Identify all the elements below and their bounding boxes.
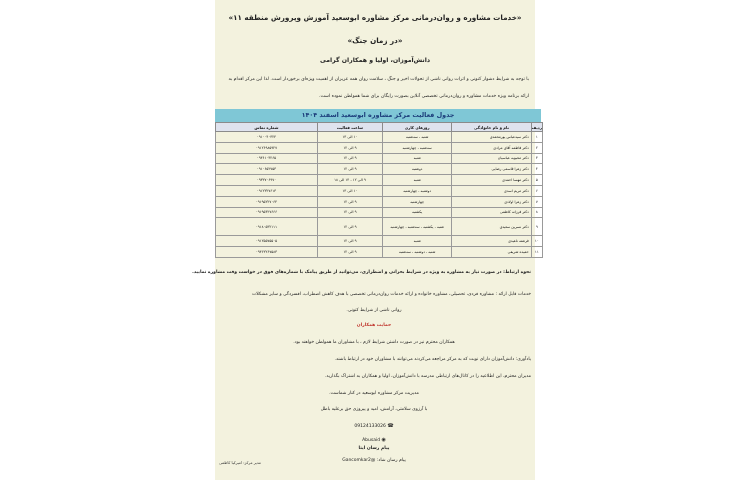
- row-phone: ۰۹۱۹۵۲۲۷۰۶۴: [216, 196, 318, 207]
- support-note-1: همکاران محترم نیز در صورت داشتن شرایط لازم ، با مشاوران ما همولطن خواهند بود.: [293, 340, 455, 345]
- row-days: شنبه ، یکشنبه ، سه‌شنبه ، چهارشنبه: [383, 218, 452, 236]
- row-name: دکتر مریم اسدی: [452, 185, 531, 196]
- schedule-table: [215, 122, 543, 258]
- row-num: ۱۱: [531, 247, 542, 258]
- row-days: یکشنبه: [383, 207, 452, 218]
- row-name: دکتر زهرا اولادی: [452, 196, 531, 207]
- table-row: [216, 142, 543, 153]
- table-row: [216, 185, 543, 196]
- row-hours: ۹ الی ۱۲: [317, 247, 382, 258]
- row-phone: ۰۹۳۳۷۰۶۹۷۰: [216, 175, 318, 186]
- support-note-2: یادآوری: دانش‌آموزان دارای نوبت که به مرکز مراجعه می‌کردند می‌توانند با مشاوران خود در ارتباط باشند.: [334, 357, 531, 362]
- messenger-line: پیام رسان ایتا: [358, 446, 390, 451]
- footer-manager: مدیر مرکز: امیرکیا کاظمی: [219, 460, 261, 465]
- header-phone: شماره تماس: [216, 123, 318, 132]
- table-row: [216, 153, 543, 164]
- row-phone: ۰۹۱۰۰۴۰۳۲۴: [216, 132, 318, 143]
- phone-contact: [217, 423, 531, 429]
- row-hours: ۹ الی ۱۲: [317, 196, 382, 207]
- row-num: ۵: [531, 175, 542, 186]
- row-num: ۲: [531, 142, 542, 153]
- header-num: ردیف: [531, 124, 542, 130]
- row-days: دوشنبه: [383, 164, 452, 175]
- handle-prefix: پیام رسان شاد:: [376, 458, 406, 463]
- wish-line: با آرزوی سلامتی، آرامش، امید و پیروزی حق برعلیه باطل: [320, 407, 428, 412]
- row-num: ۸: [531, 207, 542, 218]
- header-name: نام و نام خانوادگی: [452, 123, 531, 132]
- handle-line: [217, 458, 531, 463]
- row-hours: ۹ الی ۱۲: [317, 164, 382, 175]
- row-hours: ۱۰ الی ۱۳: [317, 132, 382, 143]
- intro-line-2: ارائه برنامه ویژه خدمات مشاوره و روان‌درمانی تخصصی آنلاین بصورت رایگان برای شما همولطن نموده است.: [319, 94, 529, 99]
- row-name: حمیده شریفی: [452, 247, 531, 258]
- row-num: ۶: [531, 185, 542, 196]
- row-phone: ۰۹۳۶۱۰۴۲۶۵: [216, 153, 318, 164]
- table-row: [216, 218, 543, 236]
- row-phone: ۰۹۱۲۵۵۷۵۵۰۵: [216, 236, 318, 247]
- row-num: ۹: [531, 218, 542, 236]
- document-title: «خدمات مشاوره و روان‌درمانی مرکز مشاوره ابوسعید آموزش وپرورش منطقه ۱۱»: [228, 13, 522, 22]
- table-row: [216, 236, 543, 247]
- row-num: ۱۰: [531, 236, 542, 247]
- table-row: [216, 175, 543, 186]
- row-hours: ۹ الی ۱۲: [317, 142, 382, 153]
- note-services-continued: روانی ناشی از شرایط کنونی.: [346, 308, 402, 313]
- table-row: [216, 164, 543, 175]
- row-num: ۱: [531, 132, 542, 143]
- intro-line-1: با توجه به شرایط دشوار کنونی و اثرات روانی ناشی از تحولات اخیر و جنگ ، سلامت روان همه عزیزان از اهمیت ویژه‌ای برخوردار است. لذا این مرکز اقدام به: [228, 77, 529, 82]
- row-hours: ۹ الی ۱۲: [317, 153, 382, 164]
- row-name: دکتر فرزانه کاظمی: [452, 207, 531, 218]
- row-phone: ۰۹۱۲۶۹۸۵۹۲۷: [216, 142, 318, 153]
- row-num: ۳: [531, 153, 542, 164]
- row-name: فرشته ناهیدی: [452, 236, 531, 247]
- row-phone: ۰۹۳۶۳۲۶۷۵۸۳: [216, 247, 318, 258]
- signature-line: مدیریت مرکز مشاوره ابوسعید در کنار شماست.: [329, 391, 419, 396]
- row-hours: ۹ الی ۱۲: [317, 218, 382, 236]
- row-name: دکتر نسرین سعیدی: [452, 218, 531, 236]
- table-row: [216, 132, 543, 143]
- row-name: دکتر محبوبه عباسیان: [452, 153, 531, 164]
- row-days: شنبه: [383, 236, 452, 247]
- note-services: خدمات قابل ارائه : مشاوره فردی، تحصیلی، مشاوره خانواده و ارائه خدمات روان‌درمانی تخصصی با هدف کاهش اضطراب، افسردگی و سایر مشکلات: [251, 292, 531, 297]
- row-name: دکتر مهسا احمدی: [452, 175, 531, 186]
- row-phone: ۰۹۱۰۶۵۲۷۵۳: [216, 164, 318, 175]
- row-hours: ۱۰ الی ۱۳: [317, 185, 382, 196]
- table-row: [216, 247, 543, 258]
- row-hours: ۹ الی ۱۲ ، ۱۴ الی ۱۸: [317, 175, 382, 186]
- table-row: [216, 207, 543, 218]
- row-days: شنبه: [383, 175, 452, 186]
- table-header-row: [216, 123, 543, 132]
- row-num: ۴: [531, 164, 542, 175]
- row-days: شنبه ، سه‌شنبه: [383, 132, 452, 143]
- table-title: جدول فعالیت مرکز مشاوره ابوسعید اسفند ۱۴۰۴: [215, 109, 541, 122]
- row-phone: ۰۹۱۹۵۴۲۷۶۶۶: [216, 207, 318, 218]
- note-contact-method: نحوه ارتباط: در صورت نیاز به مشاوره به ویژه در شرایط بحرانی و اضطراری، می‌توانید از طریق پیامک با شماره‌های فوق در خواست وقت مشاوره نمایید.: [192, 270, 531, 275]
- row-name: دکتر زهرا قاسمی رضایی: [452, 164, 531, 175]
- row-days: شنبه ، دوشنبه ، سه‌شنبه: [383, 247, 452, 258]
- chat-icon: ◉: [381, 437, 386, 443]
- document-subtitle: «در زمان جنگ»: [347, 36, 403, 45]
- row-hours: ۹ الی ۱۲: [317, 207, 382, 218]
- announcement-document: [192, 0, 542, 480]
- intro-paragraph: [217, 71, 529, 105]
- bale-label[interactable]: Abusaid: [362, 438, 381, 443]
- row-days: شنبه: [383, 153, 452, 164]
- phone-number[interactable]: 09124133026: [354, 424, 386, 429]
- row-days: دوشنبه ، چهارشنبه: [383, 185, 452, 196]
- header-hours: ساعت فعالیت: [317, 123, 382, 132]
- table-row: [216, 196, 543, 207]
- row-num: ۷: [531, 196, 542, 207]
- row-name: دکتر فاطمه آقای مرادی: [452, 142, 531, 153]
- phone-icon: ☎: [387, 423, 394, 429]
- row-days: سه‌شنبه ، چهارشنبه: [383, 142, 452, 153]
- row-hours: ۹ الی ۱۲: [317, 236, 382, 247]
- row-days: چهارشنبه: [383, 196, 452, 207]
- greeting: دانش‌آموزان، اولیا و همکاران گرامی: [319, 57, 431, 64]
- support-title: حمایت همکاران: [356, 323, 392, 328]
- row-name: دکتر سیدعباس پورمحمدی: [452, 132, 531, 143]
- header-days: روزهای کاری: [383, 123, 452, 132]
- row-phone: ۰۹۱۲۳۲۷۶۱۳: [216, 185, 318, 196]
- support-note-3: مدیران محترم، این اطلاعیه را در کانال‌های ارتباطی مدرسه با دانش‌آموزان، اولیا و همکاران به اشتراک بگذارید.: [324, 374, 531, 379]
- row-phone: ۰۹۱۸۰۵۳۲۱۱۱: [216, 218, 318, 236]
- handle-value[interactable]: @Gancomkar2: [342, 458, 376, 463]
- bale-contact: [217, 437, 531, 443]
